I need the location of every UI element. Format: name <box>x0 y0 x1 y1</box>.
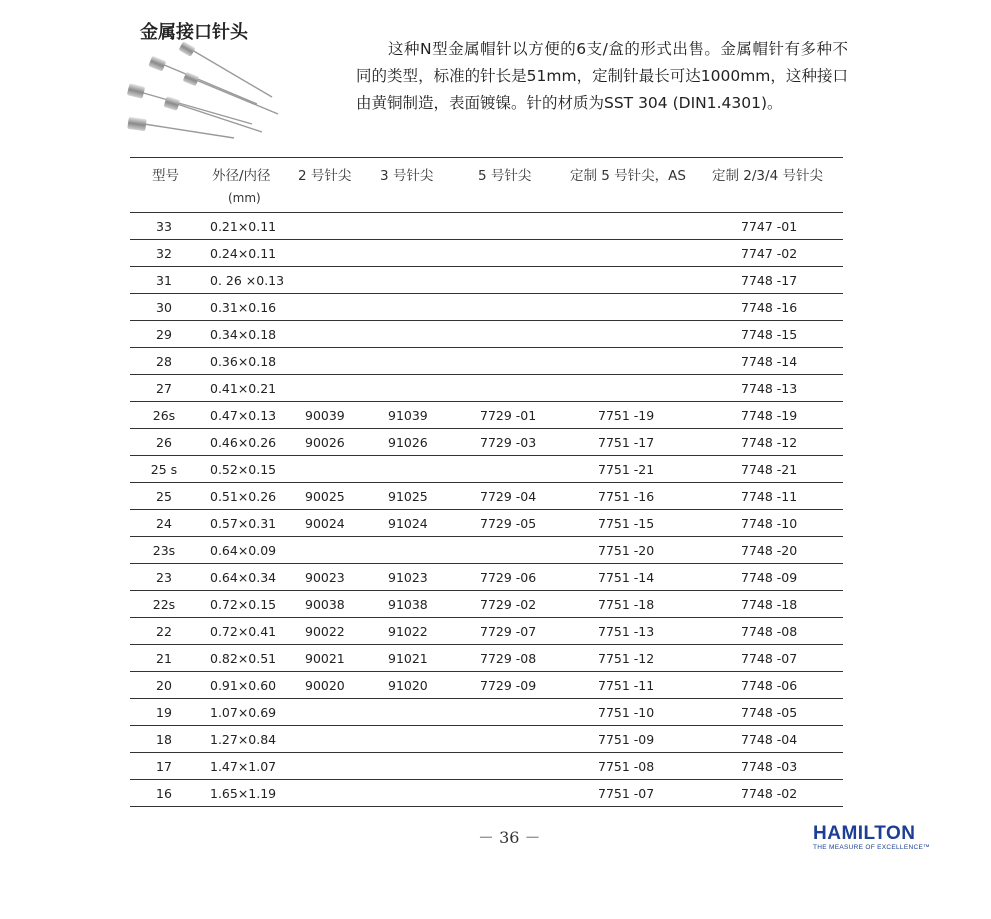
cell-model: 19 <box>156 705 172 720</box>
cell-tip3: 91020 <box>388 678 428 693</box>
cell-od-id: 0.41×0.21 <box>210 381 277 396</box>
cell-tip2: 90024 <box>305 516 345 531</box>
cell-custom234: 7748 -09 <box>741 570 798 585</box>
cell-od-id: 0.31×0.16 <box>210 300 277 315</box>
cell-model: 23 <box>156 570 172 585</box>
table-row <box>130 726 843 753</box>
table-row <box>130 240 843 267</box>
cell-od-id: 0.21×0.11 <box>210 219 277 234</box>
cell-custom5: 7751 -17 <box>598 435 655 450</box>
intro-paragraph: 这种N型金属帽针以方便的6支/盒的形式出售。金属帽针有多种不同的类型，标准的针长是51mm，定制针最长可达1000mm，这种接口由黄铜制造，表面镀镍。针的材质为SST 304 (DIN1.4301)。 <box>356 40 848 112</box>
cell-custom5: 7751 -21 <box>598 462 655 477</box>
table-header <box>130 157 843 213</box>
cell-custom5: 7751 -13 <box>598 624 655 639</box>
cell-tip3: 91025 <box>388 489 428 504</box>
cell-od-id: 0.52×0.15 <box>210 462 277 477</box>
cell-tip2: 90025 <box>305 489 345 504</box>
cell-model: 32 <box>156 246 172 261</box>
cell-od-id: 1.27×0.84 <box>210 732 277 747</box>
cell-custom5: 7751 -08 <box>598 759 655 774</box>
cell-model: 21 <box>156 651 172 666</box>
cell-custom5: 7751 -14 <box>598 570 655 585</box>
cell-custom234: 7748 -18 <box>741 597 798 612</box>
cell-model: 29 <box>156 327 172 342</box>
cell-od-id: 1.47×1.07 <box>210 759 277 774</box>
cell-custom234: 7748 -20 <box>741 543 798 558</box>
table-body <box>130 213 843 807</box>
cell-od-id: 1.65×1.19 <box>210 786 277 801</box>
page-number: － 36 － <box>478 828 541 847</box>
cell-custom5: 7751 -16 <box>598 489 655 504</box>
cell-custom234: 7748 -08 <box>741 624 798 639</box>
header-tip2: 2 号针尖 <box>298 168 352 184</box>
hamilton-logo <box>813 824 943 851</box>
table-row <box>130 510 843 537</box>
cell-model: 26 <box>156 435 172 450</box>
cell-tip5: 7729 -08 <box>480 651 537 666</box>
cell-od-id: 0.72×0.15 <box>210 597 277 612</box>
cell-custom234: 7747 -02 <box>741 246 798 261</box>
cell-model: 25 s <box>150 462 178 477</box>
cell-custom234: 7748 -16 <box>741 300 798 315</box>
cell-model: 25 <box>156 489 172 504</box>
cell-custom234: 7748 -12 <box>741 435 798 450</box>
table-row <box>130 699 843 726</box>
cell-od-id: 0.24×0.11 <box>210 246 277 261</box>
cell-model: 20 <box>156 678 172 693</box>
table-row <box>130 780 843 807</box>
cell-od-id: 0.51×0.26 <box>210 489 277 504</box>
cell-custom5: 7751 -11 <box>598 678 655 693</box>
cell-tip3: 91023 <box>388 570 428 585</box>
cell-od-id: 0.64×0.09 <box>210 543 277 558</box>
header-od-id-unit: (mm) <box>228 191 261 205</box>
cell-model: 16 <box>156 786 172 801</box>
metal-hub-needles-image <box>122 42 282 142</box>
cell-tip5: 7729 -01 <box>480 408 537 423</box>
cell-model: 22 <box>156 624 172 639</box>
cell-custom234: 7747 -01 <box>741 219 798 234</box>
table-row <box>130 348 843 375</box>
cell-model: 33 <box>156 219 172 234</box>
cell-tip5: 7729 -09 <box>480 678 537 693</box>
cell-custom234: 7748 -10 <box>741 516 798 531</box>
cell-tip3: 91026 <box>388 435 428 450</box>
section-title: 金属接口针头 <box>140 22 248 43</box>
header-tip3: 3 号针尖 <box>380 168 434 184</box>
cell-custom5: 7751 -10 <box>598 705 655 720</box>
cell-custom5: 7751 -07 <box>598 786 655 801</box>
cell-od-id: 0.36×0.18 <box>210 354 277 369</box>
cell-custom234: 7748 -02 <box>741 786 798 801</box>
cell-od-id: 0.57×0.31 <box>210 516 277 531</box>
cell-tip5: 7729 -06 <box>480 570 537 585</box>
table-row <box>130 375 843 402</box>
cell-custom234: 7748 -11 <box>741 489 798 504</box>
cell-model: 23s <box>152 543 176 558</box>
cell-custom5: 7751 -12 <box>598 651 655 666</box>
table-row <box>130 213 843 240</box>
logo-name: HAMILTON <box>813 823 916 844</box>
table-row <box>130 456 843 483</box>
cell-od-id: 0.82×0.51 <box>210 651 277 666</box>
cell-od-id: 0.46×0.26 <box>210 435 277 450</box>
table-row <box>130 267 843 294</box>
cell-custom5: 7751 -19 <box>598 408 655 423</box>
cell-tip5: 7729 -05 <box>480 516 537 531</box>
cell-custom234: 7748 -03 <box>741 759 798 774</box>
cell-tip2: 90039 <box>305 408 345 423</box>
cell-custom234: 7748 -14 <box>741 354 798 369</box>
cell-custom234: 7748 -17 <box>741 273 798 288</box>
header-custom234: 定制 2/3/4 号针尖 <box>712 168 823 184</box>
needle-spec-table <box>130 157 843 807</box>
cell-tip5: 7729 -03 <box>480 435 537 450</box>
cell-od-id: 0. 26 ×0.13 <box>210 273 285 288</box>
logo-tagline: THE MEASURE OF EXCELLENCE™ <box>813 844 930 851</box>
cell-model: 24 <box>156 516 172 531</box>
cell-model: 28 <box>156 354 172 369</box>
header-od-id: 外径/内径 <box>212 168 271 184</box>
cell-custom5: 7751 -09 <box>598 732 655 747</box>
header-tip5: 5 号针尖 <box>478 168 532 184</box>
cell-tip3: 91021 <box>388 651 428 666</box>
cell-model: 27 <box>156 381 172 396</box>
cell-od-id: 0.34×0.18 <box>210 327 277 342</box>
cell-od-id: 0.91×0.60 <box>210 678 277 693</box>
cell-custom234: 7748 -21 <box>741 462 798 477</box>
cell-custom234: 7748 -06 <box>741 678 798 693</box>
cell-tip3: 91022 <box>388 624 428 639</box>
cell-custom5: 7751 -18 <box>598 597 655 612</box>
cell-custom234: 7748 -05 <box>741 705 798 720</box>
cell-tip3: 91024 <box>388 516 428 531</box>
cell-custom234: 7748 -13 <box>741 381 798 396</box>
cell-tip5: 7729 -02 <box>480 597 537 612</box>
table-row <box>130 429 843 456</box>
cell-tip2: 90022 <box>305 624 345 639</box>
cell-od-id: 1.07×0.69 <box>210 705 277 720</box>
cell-model: 18 <box>156 732 172 747</box>
cell-model: 22s <box>152 597 176 612</box>
table-row <box>130 753 843 780</box>
cell-tip3: 91038 <box>388 597 428 612</box>
table-row <box>130 402 843 429</box>
cell-tip5: 7729 -07 <box>480 624 537 639</box>
cell-model: 26s <box>152 408 176 423</box>
cell-custom234: 7748 -07 <box>741 651 798 666</box>
table-row <box>130 618 843 645</box>
table-row <box>130 672 843 699</box>
table-row <box>130 591 843 618</box>
cell-od-id: 0.72×0.41 <box>210 624 277 639</box>
cell-tip2: 90038 <box>305 597 345 612</box>
cell-custom234: 7748 -19 <box>741 408 798 423</box>
table-row <box>130 564 843 591</box>
cell-custom234: 7748 -15 <box>741 327 798 342</box>
table-row <box>130 645 843 672</box>
cell-tip2: 90026 <box>305 435 345 450</box>
cell-tip5: 7729 -04 <box>480 489 537 504</box>
cell-model: 31 <box>156 273 172 288</box>
cell-tip2: 90023 <box>305 570 345 585</box>
cell-tip2: 90021 <box>305 651 345 666</box>
cell-tip3: 91039 <box>388 408 428 423</box>
table-row <box>130 294 843 321</box>
cell-od-id: 0.47×0.13 <box>210 408 277 423</box>
header-model: 型号 <box>152 168 179 184</box>
table-row <box>130 537 843 564</box>
cell-model: 30 <box>156 300 172 315</box>
cell-custom5: 7751 -15 <box>598 516 655 531</box>
table-row <box>130 321 843 348</box>
cell-od-id: 0.64×0.34 <box>210 570 277 585</box>
cell-custom234: 7748 -04 <box>741 732 798 747</box>
header-custom5: 定制 5 号针尖，AS <box>570 168 686 184</box>
table-row <box>130 483 843 510</box>
cell-tip2: 90020 <box>305 678 345 693</box>
cell-custom5: 7751 -20 <box>598 543 655 558</box>
cell-model: 17 <box>156 759 172 774</box>
